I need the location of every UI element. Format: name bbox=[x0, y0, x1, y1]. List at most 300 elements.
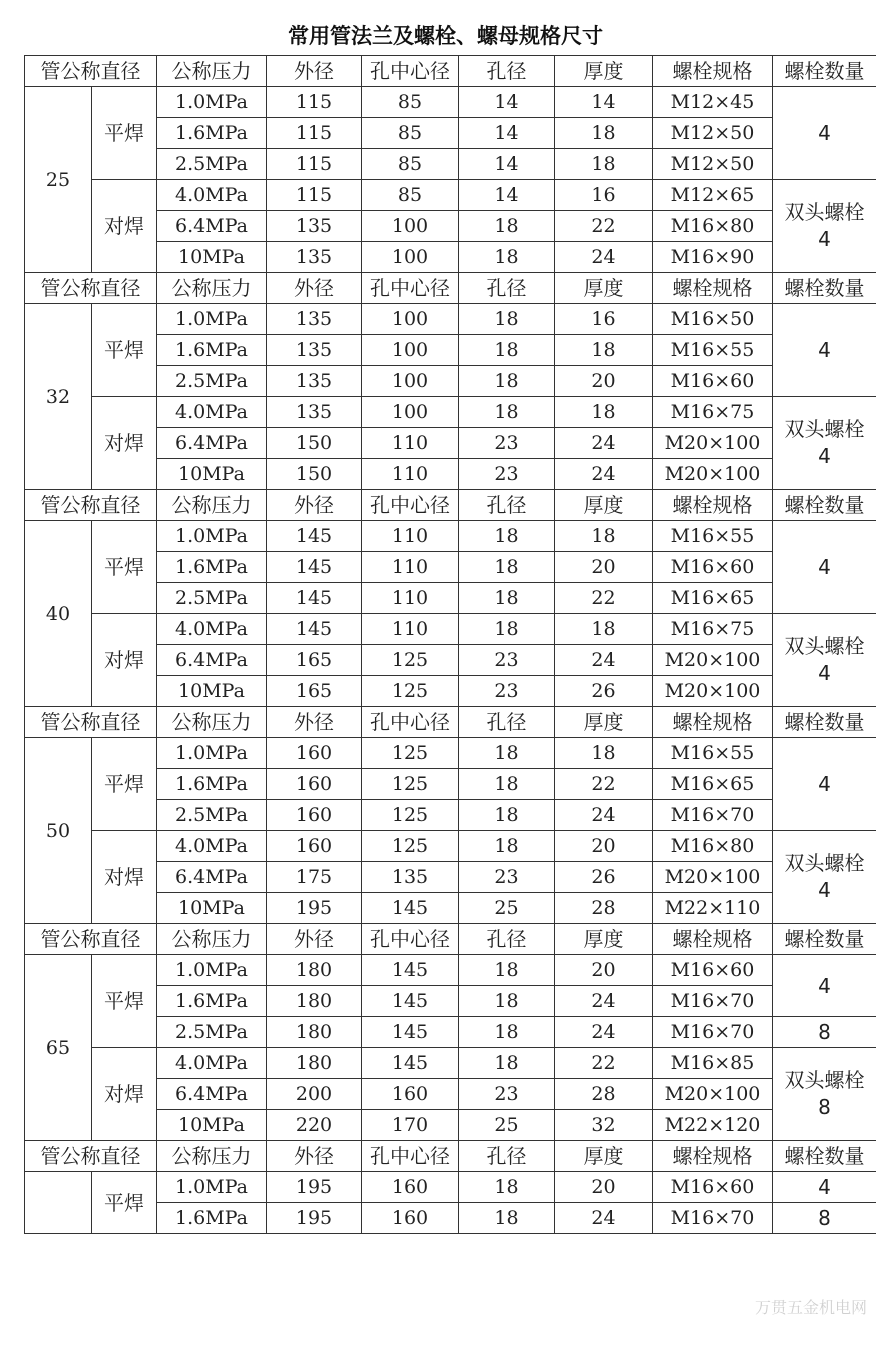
value-cell: M12×65 bbox=[653, 180, 773, 211]
value-cell: 145 bbox=[362, 955, 459, 986]
header-cell: 螺栓规格 bbox=[653, 56, 773, 87]
bolt-qty-cell bbox=[773, 955, 877, 1017]
value-cell: 22 bbox=[555, 211, 653, 242]
header-cell: 公称压力 bbox=[157, 1141, 267, 1172]
table-container bbox=[24, 55, 876, 1317]
table-row bbox=[25, 614, 877, 645]
value-cell: 22 bbox=[555, 1048, 653, 1079]
value-cell: 14 bbox=[459, 118, 555, 149]
value-cell: 6.4MPa bbox=[157, 1079, 267, 1110]
value-cell: 1.0MPa bbox=[157, 304, 267, 335]
header-cell: 厚度 bbox=[555, 707, 653, 738]
value-cell: 18 bbox=[555, 335, 653, 366]
value-cell: 2.5MPa bbox=[157, 800, 267, 831]
value-cell: 145 bbox=[267, 583, 362, 614]
bolt-qty-line: 4 bbox=[818, 878, 831, 902]
value-cell: 125 bbox=[362, 769, 459, 800]
value-cell: 4.0MPa bbox=[157, 1048, 267, 1079]
bolt-qty-line: 4 bbox=[818, 338, 831, 362]
value-cell: 145 bbox=[362, 1017, 459, 1048]
header-cell: 孔径 bbox=[459, 273, 555, 304]
header-cell: 螺栓数量 bbox=[773, 924, 877, 955]
value-cell: 10MPa bbox=[157, 1110, 267, 1141]
value-cell: 175 bbox=[267, 862, 362, 893]
bolt-qty-line: 4 bbox=[818, 227, 831, 251]
value-cell: 18 bbox=[459, 614, 555, 645]
value-cell: 10MPa bbox=[157, 676, 267, 707]
value-cell: 1.0MPa bbox=[157, 738, 267, 769]
value-cell: 110 bbox=[362, 428, 459, 459]
nominal-diameter-cell: 50 bbox=[25, 738, 92, 924]
table-row bbox=[25, 1172, 877, 1203]
value-cell: 195 bbox=[267, 1203, 362, 1234]
value-cell: M16×75 bbox=[653, 614, 773, 645]
value-cell: 135 bbox=[362, 862, 459, 893]
value-cell: 180 bbox=[267, 1048, 362, 1079]
value-cell: 1.6MPa bbox=[157, 1203, 267, 1234]
header-cell: 螺栓规格 bbox=[653, 924, 773, 955]
header-row bbox=[25, 273, 877, 304]
weld-type-cell: 平焊 bbox=[92, 738, 157, 831]
value-cell: M12×50 bbox=[653, 118, 773, 149]
header-cell: 螺栓规格 bbox=[653, 1141, 773, 1172]
bolt-qty-cell bbox=[773, 831, 877, 924]
value-cell: 160 bbox=[362, 1203, 459, 1234]
value-cell: 18 bbox=[459, 738, 555, 769]
value-cell: M16×70 bbox=[653, 1017, 773, 1048]
value-cell: 23 bbox=[459, 1079, 555, 1110]
value-cell: 18 bbox=[459, 211, 555, 242]
value-cell: 1.6MPa bbox=[157, 335, 267, 366]
value-cell: 180 bbox=[267, 955, 362, 986]
value-cell: M16×60 bbox=[653, 552, 773, 583]
value-cell: M20×100 bbox=[653, 459, 773, 490]
value-cell: 135 bbox=[267, 366, 362, 397]
value-cell: 18 bbox=[459, 242, 555, 273]
value-cell: 200 bbox=[267, 1079, 362, 1110]
value-cell: 110 bbox=[362, 583, 459, 614]
header-cell: 管公称直径 bbox=[25, 56, 157, 87]
value-cell: M20×100 bbox=[653, 862, 773, 893]
value-cell: 18 bbox=[459, 304, 555, 335]
header-cell: 孔径 bbox=[459, 56, 555, 87]
value-cell: 1.6MPa bbox=[157, 552, 267, 583]
value-cell: 26 bbox=[555, 862, 653, 893]
page-title: 常用管法兰及螺栓、螺母规格尺寸 bbox=[288, 24, 603, 48]
nominal-diameter-cell: 40 bbox=[25, 521, 92, 707]
value-cell: 135 bbox=[267, 397, 362, 428]
header-cell: 公称压力 bbox=[157, 924, 267, 955]
value-cell: 18 bbox=[459, 1048, 555, 1079]
header-cell: 孔中心径 bbox=[362, 1141, 459, 1172]
value-cell: 180 bbox=[267, 986, 362, 1017]
header-cell: 孔中心径 bbox=[362, 924, 459, 955]
value-cell: 1.6MPa bbox=[157, 986, 267, 1017]
value-cell: 100 bbox=[362, 397, 459, 428]
weld-type-cell: 平焊 bbox=[92, 1172, 157, 1234]
value-cell: M16×60 bbox=[653, 955, 773, 986]
value-cell: 125 bbox=[362, 831, 459, 862]
header-cell: 孔径 bbox=[459, 490, 555, 521]
weld-type-cell: 对焊 bbox=[92, 397, 157, 490]
value-cell: 18 bbox=[555, 614, 653, 645]
header-cell: 厚度 bbox=[555, 1141, 653, 1172]
value-cell: 160 bbox=[267, 831, 362, 862]
value-cell: M16×55 bbox=[653, 521, 773, 552]
value-cell: 20 bbox=[555, 366, 653, 397]
value-cell: 28 bbox=[555, 893, 653, 924]
value-cell: 2.5MPa bbox=[157, 583, 267, 614]
value-cell: 2.5MPa bbox=[157, 1017, 267, 1048]
value-cell: 14 bbox=[459, 87, 555, 118]
value-cell: 165 bbox=[267, 645, 362, 676]
header-cell: 孔中心径 bbox=[362, 56, 459, 87]
value-cell: 18 bbox=[555, 149, 653, 180]
bolt-qty-line: 双头螺栓 bbox=[784, 634, 865, 658]
value-cell: 160 bbox=[362, 1079, 459, 1110]
value-cell: 32 bbox=[555, 1110, 653, 1141]
header-row bbox=[25, 707, 877, 738]
weld-type-cell: 平焊 bbox=[92, 521, 157, 614]
bolt-qty-cell bbox=[773, 1048, 877, 1141]
value-cell: 22 bbox=[555, 583, 653, 614]
value-cell: 10MPa bbox=[157, 242, 267, 273]
header-row bbox=[25, 924, 877, 955]
flange-spec-table bbox=[24, 55, 876, 1234]
header-cell: 管公称直径 bbox=[25, 707, 157, 738]
value-cell: 135 bbox=[267, 304, 362, 335]
value-cell: 110 bbox=[362, 521, 459, 552]
header-cell: 管公称直径 bbox=[25, 1141, 157, 1172]
bolt-qty-line: 双头螺栓 bbox=[784, 417, 865, 441]
value-cell: 1.0MPa bbox=[157, 955, 267, 986]
header-cell: 外径 bbox=[267, 707, 362, 738]
table-row bbox=[25, 521, 877, 552]
value-cell: 23 bbox=[459, 645, 555, 676]
header-cell: 螺栓规格 bbox=[653, 490, 773, 521]
table-row bbox=[25, 738, 877, 769]
value-cell: 6.4MPa bbox=[157, 862, 267, 893]
bolt-qty-cell bbox=[773, 1172, 877, 1203]
nominal-diameter-cell: 65 bbox=[25, 955, 92, 1141]
header-cell: 外径 bbox=[267, 56, 362, 87]
header-cell: 孔径 bbox=[459, 707, 555, 738]
weld-type-cell: 平焊 bbox=[92, 304, 157, 397]
value-cell: 165 bbox=[267, 676, 362, 707]
value-cell: M16×70 bbox=[653, 986, 773, 1017]
value-cell: 195 bbox=[267, 1172, 362, 1203]
header-cell: 螺栓规格 bbox=[653, 273, 773, 304]
bolt-qty-cell bbox=[773, 614, 877, 707]
value-cell: 24 bbox=[555, 800, 653, 831]
table-row bbox=[25, 831, 877, 862]
watermark: 万贯五金机电网 bbox=[754, 1298, 867, 1317]
value-cell: 4.0MPa bbox=[157, 180, 267, 211]
value-cell: M22×110 bbox=[653, 893, 773, 924]
value-cell: 16 bbox=[555, 180, 653, 211]
value-cell: 14 bbox=[555, 87, 653, 118]
value-cell: 125 bbox=[362, 645, 459, 676]
value-cell: 100 bbox=[362, 304, 459, 335]
header-cell: 螺栓数量 bbox=[773, 56, 877, 87]
value-cell: 18 bbox=[459, 1203, 555, 1234]
header-cell: 孔中心径 bbox=[362, 707, 459, 738]
value-cell: 18 bbox=[459, 583, 555, 614]
value-cell: 160 bbox=[267, 769, 362, 800]
header-cell: 螺栓数量 bbox=[773, 707, 877, 738]
bolt-qty-cell bbox=[773, 1017, 877, 1048]
table-row bbox=[25, 397, 877, 428]
weld-type-cell: 对焊 bbox=[92, 831, 157, 924]
value-cell: 24 bbox=[555, 428, 653, 459]
value-cell: 18 bbox=[459, 335, 555, 366]
table-row bbox=[25, 955, 877, 986]
value-cell: 220 bbox=[267, 1110, 362, 1141]
value-cell: 110 bbox=[362, 614, 459, 645]
value-cell: M16×80 bbox=[653, 211, 773, 242]
header-cell: 管公称直径 bbox=[25, 490, 157, 521]
value-cell: M16×70 bbox=[653, 800, 773, 831]
value-cell: 28 bbox=[555, 1079, 653, 1110]
bolt-qty-cell bbox=[773, 521, 877, 614]
header-cell: 厚度 bbox=[555, 273, 653, 304]
value-cell: 110 bbox=[362, 459, 459, 490]
value-cell: 125 bbox=[362, 676, 459, 707]
value-cell: 100 bbox=[362, 211, 459, 242]
value-cell: 24 bbox=[555, 1203, 653, 1234]
value-cell: 23 bbox=[459, 862, 555, 893]
bolt-qty-cell bbox=[773, 397, 877, 490]
value-cell: 24 bbox=[555, 645, 653, 676]
value-cell: M20×100 bbox=[653, 428, 773, 459]
value-cell: M12×50 bbox=[653, 149, 773, 180]
value-cell: 18 bbox=[555, 397, 653, 428]
weld-type-cell: 平焊 bbox=[92, 955, 157, 1048]
value-cell: 20 bbox=[555, 831, 653, 862]
value-cell: 6.4MPa bbox=[157, 428, 267, 459]
value-cell: 18 bbox=[459, 521, 555, 552]
value-cell: 18 bbox=[555, 118, 653, 149]
weld-type-cell: 对焊 bbox=[92, 614, 157, 707]
value-cell: 145 bbox=[362, 1048, 459, 1079]
value-cell: M16×70 bbox=[653, 1203, 773, 1234]
bolt-qty-line: 4 bbox=[818, 1175, 831, 1199]
header-cell: 螺栓数量 bbox=[773, 490, 877, 521]
value-cell: 18 bbox=[555, 521, 653, 552]
table-row bbox=[25, 180, 877, 211]
value-cell: 160 bbox=[267, 800, 362, 831]
bolt-qty-cell bbox=[773, 1203, 877, 1234]
header-cell: 孔径 bbox=[459, 924, 555, 955]
header-cell: 外径 bbox=[267, 924, 362, 955]
value-cell: 135 bbox=[267, 242, 362, 273]
value-cell: 145 bbox=[267, 614, 362, 645]
value-cell: 170 bbox=[362, 1110, 459, 1141]
header-row bbox=[25, 56, 877, 87]
value-cell: 24 bbox=[555, 986, 653, 1017]
header-cell: 公称压力 bbox=[157, 490, 267, 521]
value-cell: 195 bbox=[267, 893, 362, 924]
bolt-qty-line: 双头螺栓 bbox=[784, 1068, 865, 1092]
value-cell: 6.4MPa bbox=[157, 211, 267, 242]
value-cell: 1.0MPa bbox=[157, 87, 267, 118]
nominal-diameter-cell bbox=[25, 1172, 92, 1234]
value-cell: 85 bbox=[362, 87, 459, 118]
value-cell: 16 bbox=[555, 304, 653, 335]
value-cell: M16×75 bbox=[653, 397, 773, 428]
nominal-diameter-cell: 25 bbox=[25, 87, 92, 273]
bolt-qty-cell bbox=[773, 180, 877, 273]
value-cell: M12×45 bbox=[653, 87, 773, 118]
value-cell: 24 bbox=[555, 242, 653, 273]
value-cell: M22×120 bbox=[653, 1110, 773, 1141]
value-cell: 23 bbox=[459, 459, 555, 490]
header-cell: 螺栓数量 bbox=[773, 1141, 877, 1172]
value-cell: 1.0MPa bbox=[157, 521, 267, 552]
value-cell: 18 bbox=[459, 1172, 555, 1203]
value-cell: 23 bbox=[459, 676, 555, 707]
bolt-qty-line: 8 bbox=[818, 1095, 831, 1119]
value-cell: 1.0MPa bbox=[157, 1172, 267, 1203]
value-cell: 150 bbox=[267, 459, 362, 490]
header-cell: 厚度 bbox=[555, 924, 653, 955]
value-cell: 18 bbox=[459, 955, 555, 986]
value-cell: M16×50 bbox=[653, 304, 773, 335]
value-cell: M16×90 bbox=[653, 242, 773, 273]
header-cell: 公称压力 bbox=[157, 56, 267, 87]
value-cell: 115 bbox=[267, 180, 362, 211]
value-cell: 125 bbox=[362, 800, 459, 831]
header-cell: 厚度 bbox=[555, 490, 653, 521]
value-cell: 145 bbox=[362, 986, 459, 1017]
value-cell: 115 bbox=[267, 87, 362, 118]
value-cell: 20 bbox=[555, 955, 653, 986]
header-cell: 外径 bbox=[267, 490, 362, 521]
header-row bbox=[25, 490, 877, 521]
value-cell: 18 bbox=[459, 800, 555, 831]
bolt-qty-line: 8 bbox=[818, 1020, 831, 1044]
value-cell: 100 bbox=[362, 366, 459, 397]
value-cell: 145 bbox=[362, 893, 459, 924]
value-cell: 24 bbox=[555, 1017, 653, 1048]
value-cell: M20×100 bbox=[653, 1079, 773, 1110]
value-cell: M16×60 bbox=[653, 366, 773, 397]
header-cell: 孔中心径 bbox=[362, 490, 459, 521]
bolt-qty-cell bbox=[773, 87, 877, 180]
value-cell: 135 bbox=[267, 211, 362, 242]
value-cell: 18 bbox=[555, 738, 653, 769]
bolt-qty-line: 4 bbox=[818, 661, 831, 685]
header-cell: 管公称直径 bbox=[25, 924, 157, 955]
bolt-qty-line: 4 bbox=[818, 772, 831, 796]
value-cell: 115 bbox=[267, 118, 362, 149]
value-cell: 160 bbox=[267, 738, 362, 769]
value-cell: 18 bbox=[459, 831, 555, 862]
value-cell: 4.0MPa bbox=[157, 397, 267, 428]
value-cell: 125 bbox=[362, 738, 459, 769]
value-cell: 20 bbox=[555, 1172, 653, 1203]
table-row bbox=[25, 1048, 877, 1079]
header-cell: 外径 bbox=[267, 273, 362, 304]
value-cell: 18 bbox=[459, 1017, 555, 1048]
value-cell: M16×65 bbox=[653, 769, 773, 800]
bolt-qty-line: 双头螺栓 bbox=[784, 200, 865, 224]
value-cell: 85 bbox=[362, 149, 459, 180]
value-cell: 145 bbox=[267, 552, 362, 583]
value-cell: 4.0MPa bbox=[157, 831, 267, 862]
value-cell: 18 bbox=[459, 552, 555, 583]
value-cell: 24 bbox=[555, 459, 653, 490]
weld-type-cell: 对焊 bbox=[92, 180, 157, 273]
nominal-diameter-cell: 32 bbox=[25, 304, 92, 490]
bolt-qty-line: 双头螺栓 bbox=[784, 851, 865, 875]
value-cell: 23 bbox=[459, 428, 555, 459]
value-cell: 25 bbox=[459, 1110, 555, 1141]
value-cell: 18 bbox=[459, 366, 555, 397]
value-cell: 110 bbox=[362, 552, 459, 583]
value-cell: 85 bbox=[362, 118, 459, 149]
header-cell: 公称压力 bbox=[157, 273, 267, 304]
value-cell: M16×65 bbox=[653, 583, 773, 614]
value-cell: M16×80 bbox=[653, 831, 773, 862]
value-cell: 18 bbox=[459, 769, 555, 800]
bolt-qty-line: 4 bbox=[818, 121, 831, 145]
value-cell: M16×55 bbox=[653, 335, 773, 366]
value-cell: 26 bbox=[555, 676, 653, 707]
value-cell: 180 bbox=[267, 1017, 362, 1048]
header-cell: 管公称直径 bbox=[25, 273, 157, 304]
header-row bbox=[25, 1141, 877, 1172]
value-cell: M16×85 bbox=[653, 1048, 773, 1079]
bolt-qty-cell bbox=[773, 304, 877, 397]
value-cell: M16×60 bbox=[653, 1172, 773, 1203]
value-cell: 10MPa bbox=[157, 893, 267, 924]
value-cell: 10MPa bbox=[157, 459, 267, 490]
value-cell: 100 bbox=[362, 335, 459, 366]
value-cell: 4.0MPa bbox=[157, 614, 267, 645]
value-cell: M20×100 bbox=[653, 676, 773, 707]
table-row bbox=[25, 87, 877, 118]
value-cell: 2.5MPa bbox=[157, 149, 267, 180]
value-cell: 115 bbox=[267, 149, 362, 180]
header-cell: 外径 bbox=[267, 1141, 362, 1172]
value-cell: 1.6MPa bbox=[157, 118, 267, 149]
weld-type-cell: 对焊 bbox=[92, 1048, 157, 1141]
header-cell: 厚度 bbox=[555, 56, 653, 87]
value-cell: 145 bbox=[267, 521, 362, 552]
header-cell: 公称压力 bbox=[157, 707, 267, 738]
value-cell: 18 bbox=[459, 397, 555, 428]
value-cell: 85 bbox=[362, 180, 459, 211]
value-cell: 150 bbox=[267, 428, 362, 459]
value-cell: 14 bbox=[459, 180, 555, 211]
bolt-qty-line: 4 bbox=[818, 973, 831, 998]
value-cell: M20×100 bbox=[653, 645, 773, 676]
header-cell: 孔中心径 bbox=[362, 273, 459, 304]
value-cell: 22 bbox=[555, 769, 653, 800]
value-cell: 14 bbox=[459, 149, 555, 180]
header-cell: 螺栓数量 bbox=[773, 273, 877, 304]
header-cell: 孔径 bbox=[459, 1141, 555, 1172]
value-cell: 25 bbox=[459, 893, 555, 924]
bolt-qty-line: 4 bbox=[818, 555, 831, 579]
value-cell: 135 bbox=[267, 335, 362, 366]
value-cell: 2.5MPa bbox=[157, 366, 267, 397]
value-cell: 100 bbox=[362, 242, 459, 273]
weld-type-cell: 平焊 bbox=[92, 87, 157, 180]
value-cell: 18 bbox=[459, 986, 555, 1017]
value-cell: 6.4MPa bbox=[157, 645, 267, 676]
